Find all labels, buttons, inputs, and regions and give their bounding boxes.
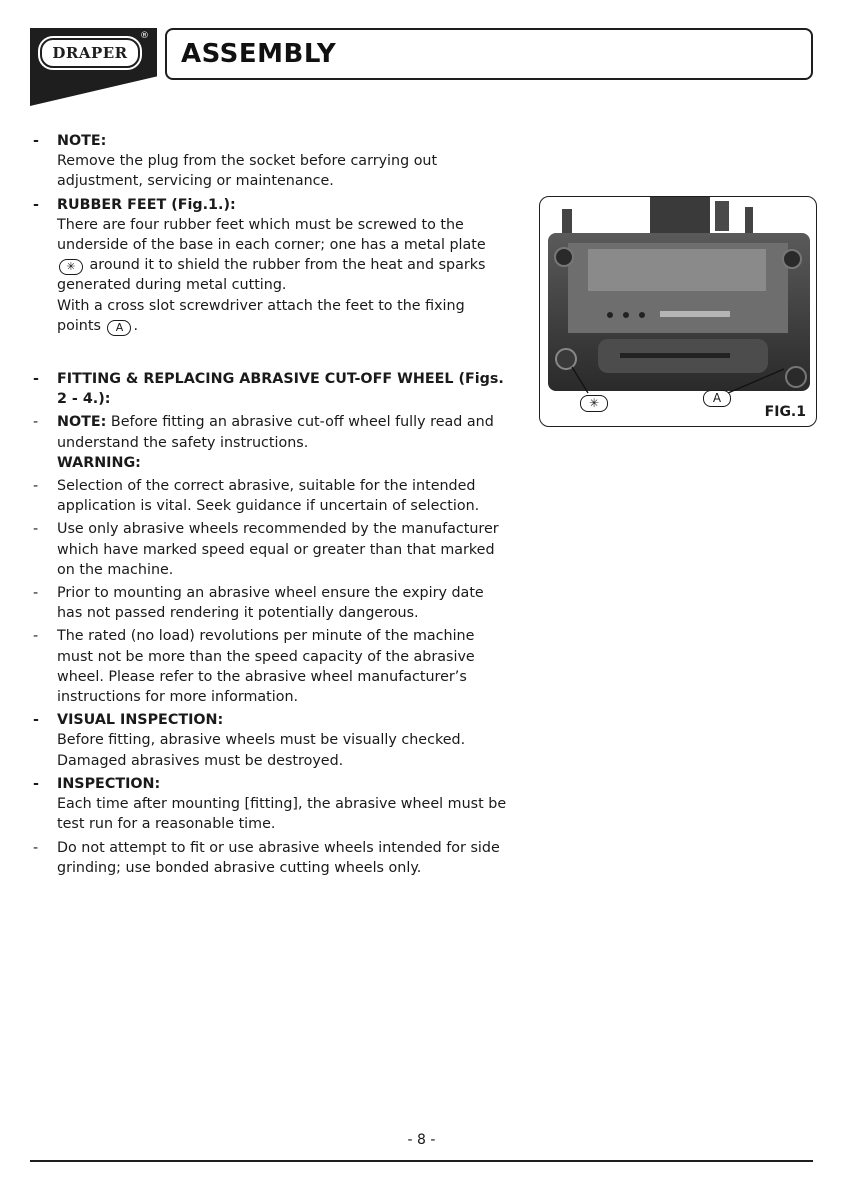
warning-heading: WARNING:: [57, 454, 141, 471]
note2-item: - NOTE: Before fitting an abrasive cut-off wheel fully read and understand the safety instructions. WARNING:: [33, 412, 513, 473]
note-item: - NOTE: Remove the plug from the socket before carrying out adjustment, servicing or maintenance.: [33, 131, 513, 192]
inspection-heading: INSPECTION:: [57, 775, 161, 792]
page-title: ASSEMBLY: [181, 39, 337, 69]
rubber-feet-item: - RUBBER FEET (Fig.1.): There are four rubber feet which must be screwed to the underside of the base in each corner; one has a metal plate ✳ around it to shield the rubber from the heat and sparks generated during metal cutting. With a cross slot screwdriver attach the feet to the fixing points A .: [33, 195, 513, 336]
note2-heading: NOTE:: [57, 414, 107, 431]
inspection-text: Each time after mounting [fitting], the abrasive wheel must be test run for a reasonable time.: [57, 796, 507, 833]
asterisk-callout-icon: ✳: [580, 395, 608, 412]
visual-inspection-heading: VISUAL INSPECTION:: [57, 712, 224, 729]
instructions-column: [33, 131, 513, 881]
callout-a-figure-icon: A: [703, 390, 731, 407]
section-title-box: [165, 28, 813, 80]
asterisk-marker-icon: ✳: [59, 259, 83, 275]
fitting-item: - FITTING & REPLACING ABRASIVE CUT-OFF WHEEL (Figs. 2 - 4.):: [33, 369, 513, 409]
inspection-item: - INSPECTION: Each time after mounting [fitting], the abrasive wheel must be test run for a reasonable time.: [33, 774, 513, 835]
note-text: Remove the plug from the socket before carrying out adjustment, servicing or maintenance.: [57, 153, 438, 190]
rubber-feet-heading: RUBBER FEET (Fig.1.):: [57, 196, 236, 213]
bullet-item: - The rated (no load) revolutions per minute of the machine must not be more than the speed capacity of the abrasive wheel. Please refer to the abrasive wheel manufacturer’s instructions for more information.: [33, 628, 475, 706]
bullet-item: - Selection of the correct abrasive, suitable for the intended application is vital. Seek guidance if uncertain of selection.: [33, 478, 480, 515]
figure-label: FIG.1: [764, 404, 806, 420]
registered-mark: ®: [140, 31, 149, 41]
fitting-heading: FITTING & REPLACING ABRASIVE CUT-OFF WHEEL (Figs. 2 - 4.):: [57, 371, 504, 408]
bullet-item: - Use only abrasive wheels recommended by the manufacturer which have marked speed equal or greater than that marked on the machine.: [33, 521, 499, 578]
page-number: - 8 -: [407, 1132, 436, 1148]
draper-logo: DRAPER: [40, 38, 140, 68]
note-heading: NOTE:: [57, 133, 107, 149]
rubber-feet-fixing-text: With a cross slot screwdriver attach the feet to the fixing points A .: [57, 297, 465, 334]
footer-divider: [30, 1160, 813, 1162]
visual-inspection-item: - VISUAL INSPECTION: Before fitting, abrasive wheels must be visually checked. Damaged abrasives must be destroyed.: [33, 710, 513, 771]
rubber-feet-text: There are four rubber feet which must be screwed to the underside of the base in each corner; one has a metal plate ✳ around it to shield the rubber from the heat and sparks generated during metal cutting.: [57, 216, 486, 294]
figure-1: [539, 196, 817, 427]
visual-inspection-text: Before fitting, abrasive wheels must be visually checked. Damaged abrasives must be destroyed.: [57, 732, 466, 769]
callout-a-icon: A: [107, 320, 131, 336]
note2-text: Before fitting an abrasive cut-off wheel fully read and understand the safety instructions.: [57, 414, 494, 451]
bullet-item: - Prior to mounting an abrasive wheel ensure the expiry date has not passed rendering it potentially dangerous.: [33, 585, 484, 622]
machine-base-illustration: [540, 197, 817, 427]
bullet-item: - Do not attempt to fit or use abrasive wheels intended for side grinding; use bonded abrasive cutting wheels only.: [33, 839, 500, 876]
